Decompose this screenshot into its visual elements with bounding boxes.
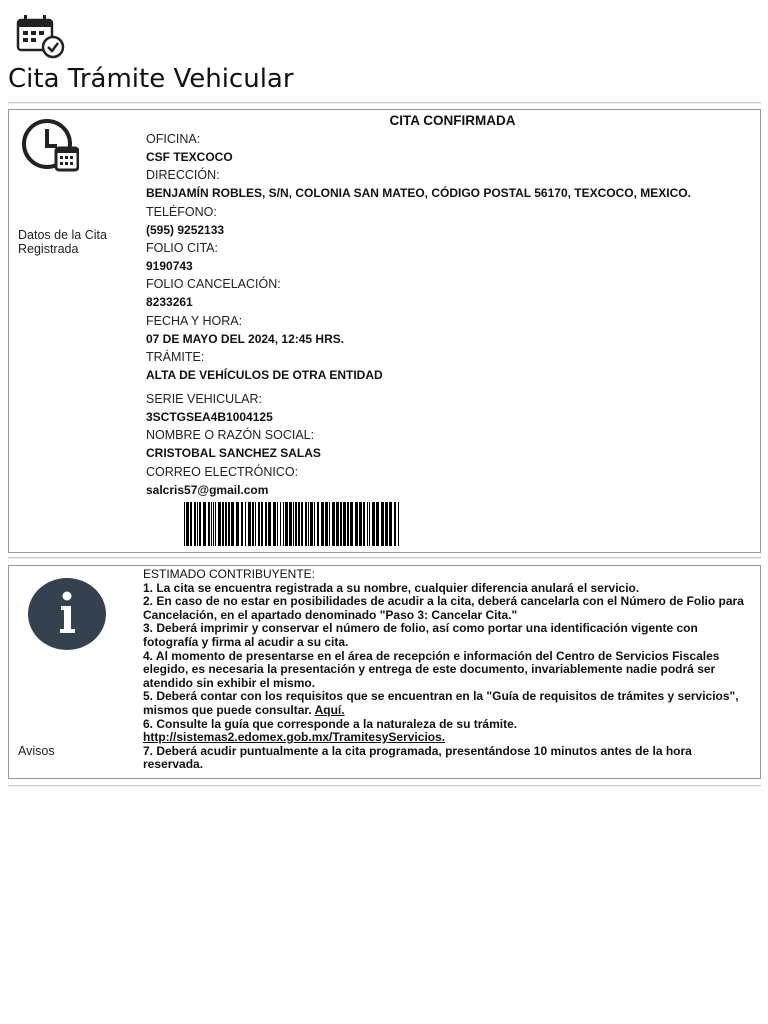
info-icon	[27, 576, 107, 652]
requirements-link[interactable]: Aquí.	[314, 702, 345, 717]
divider	[8, 785, 761, 787]
divider	[8, 557, 761, 559]
field-value: 07 DE MAYO DEL 2024, 12:45 HRS.	[146, 332, 345, 346]
page-title: Cita Trámite Vehicular	[8, 64, 294, 94]
field-label: OFICINA:	[146, 132, 201, 146]
notice-item: 2. En caso de no estar en posibilidades de acudir a la cita, deberá cancelarla con el Número de Folio para Cancelación, en el apartado denominado "Paso 3: Cancelar Cita."	[143, 594, 744, 622]
notice-item-text: 6. Consulte la guía que corresponde a la naturaleza de su trámite.	[143, 716, 518, 731]
field-label: SERIE VEHICULAR:	[146, 392, 263, 406]
field-procedure	[146, 350, 746, 383]
appointment-panel	[8, 109, 761, 553]
field-label: NOMBRE O RAZÓN SOCIAL:	[146, 428, 315, 442]
notice-item: 3. Deberá imprimir y conservar el número de folio, así como portar una identificación vigente con fotografía y firma al acudir a su cita.	[143, 621, 698, 649]
barcode-icon	[184, 502, 402, 546]
field-cancel-folio	[146, 277, 746, 310]
field-label: FOLIO CANCELACIÓN:	[146, 277, 281, 291]
field-email	[146, 465, 746, 498]
notices-side-label: Avisos	[18, 744, 55, 758]
field-datetime	[146, 314, 746, 347]
field-value: CSF TEXCOCO	[146, 150, 233, 164]
field-value: (595) 9252133	[146, 223, 225, 237]
field-label: CORREO ELECTRÓNICO:	[146, 465, 299, 479]
field-value: CRISTOBAL SANCHEZ SALAS	[146, 446, 321, 460]
field-label: FECHA Y HORA:	[146, 314, 243, 328]
field-office	[146, 132, 746, 165]
field-label: TELÉFONO:	[146, 205, 217, 219]
field-folio	[146, 241, 746, 274]
field-label: DIRECCIÓN:	[146, 168, 220, 182]
field-value: 3SCTGSEA4B1004125	[146, 410, 273, 424]
notice-item-text: 5. Deberá contar con los requisitos que se encuentran en la "Guía de requisitos de trámites y servicios", mismos que puede consultar.	[143, 689, 739, 717]
field-value: salcris57@gmail.com	[146, 483, 269, 497]
notice-item	[143, 690, 751, 717]
notice-item: 7. Deberá acudir puntualmente a la cita programada, presentándose 10 minutos antes de la hora reservada.	[143, 743, 692, 772]
divider	[8, 102, 761, 104]
field-vin	[146, 392, 746, 425]
notice-greeting: ESTIMADO CONTRIBUYENTE:	[143, 567, 316, 581]
status-heading: CITA CONFIRMADA	[389, 113, 516, 128]
notice-item: 1. La cita se encuentra registrada a su nombre, cualquier diferencia anulará el servicio.	[143, 580, 640, 595]
procedures-guide-link[interactable]: http://sistemas2.edomex.gob.mx/TramitesyServicios.	[143, 730, 446, 745]
appointment-side-label: Datos de la Cita Registrada	[18, 228, 107, 256]
notice-text	[143, 568, 751, 772]
notice-item: 4. Al momento de presentarse en el área de recepción e información del Centro de Servicios Fiscales elegido, es necesaria la presentación y entrega de este documento, invariablemente nadie podrá ser atendido sin exhibir el mismo.	[143, 648, 720, 690]
field-value: 8233261	[146, 295, 193, 309]
field-value: 9190743	[146, 259, 193, 273]
field-value: ALTA DE VEHÍCULOS DE OTRA ENTIDAD	[146, 368, 383, 382]
field-name	[146, 428, 746, 461]
notices-panel	[8, 565, 761, 779]
notice-item	[143, 718, 751, 745]
field-label: FOLIO CITA:	[146, 241, 218, 255]
field-value: BENJAMÍN ROBLES, S/N, COLONIA SAN MATEO, CÓDIGO POSTAL 56170, TEXCOCO, MEXICO.	[146, 186, 691, 200]
field-phone	[146, 205, 746, 238]
clock-calendar-icon	[21, 118, 79, 172]
field-address	[146, 168, 746, 201]
field-label: TRÁMITE:	[146, 350, 205, 364]
calendar-check-icon	[16, 14, 66, 60]
